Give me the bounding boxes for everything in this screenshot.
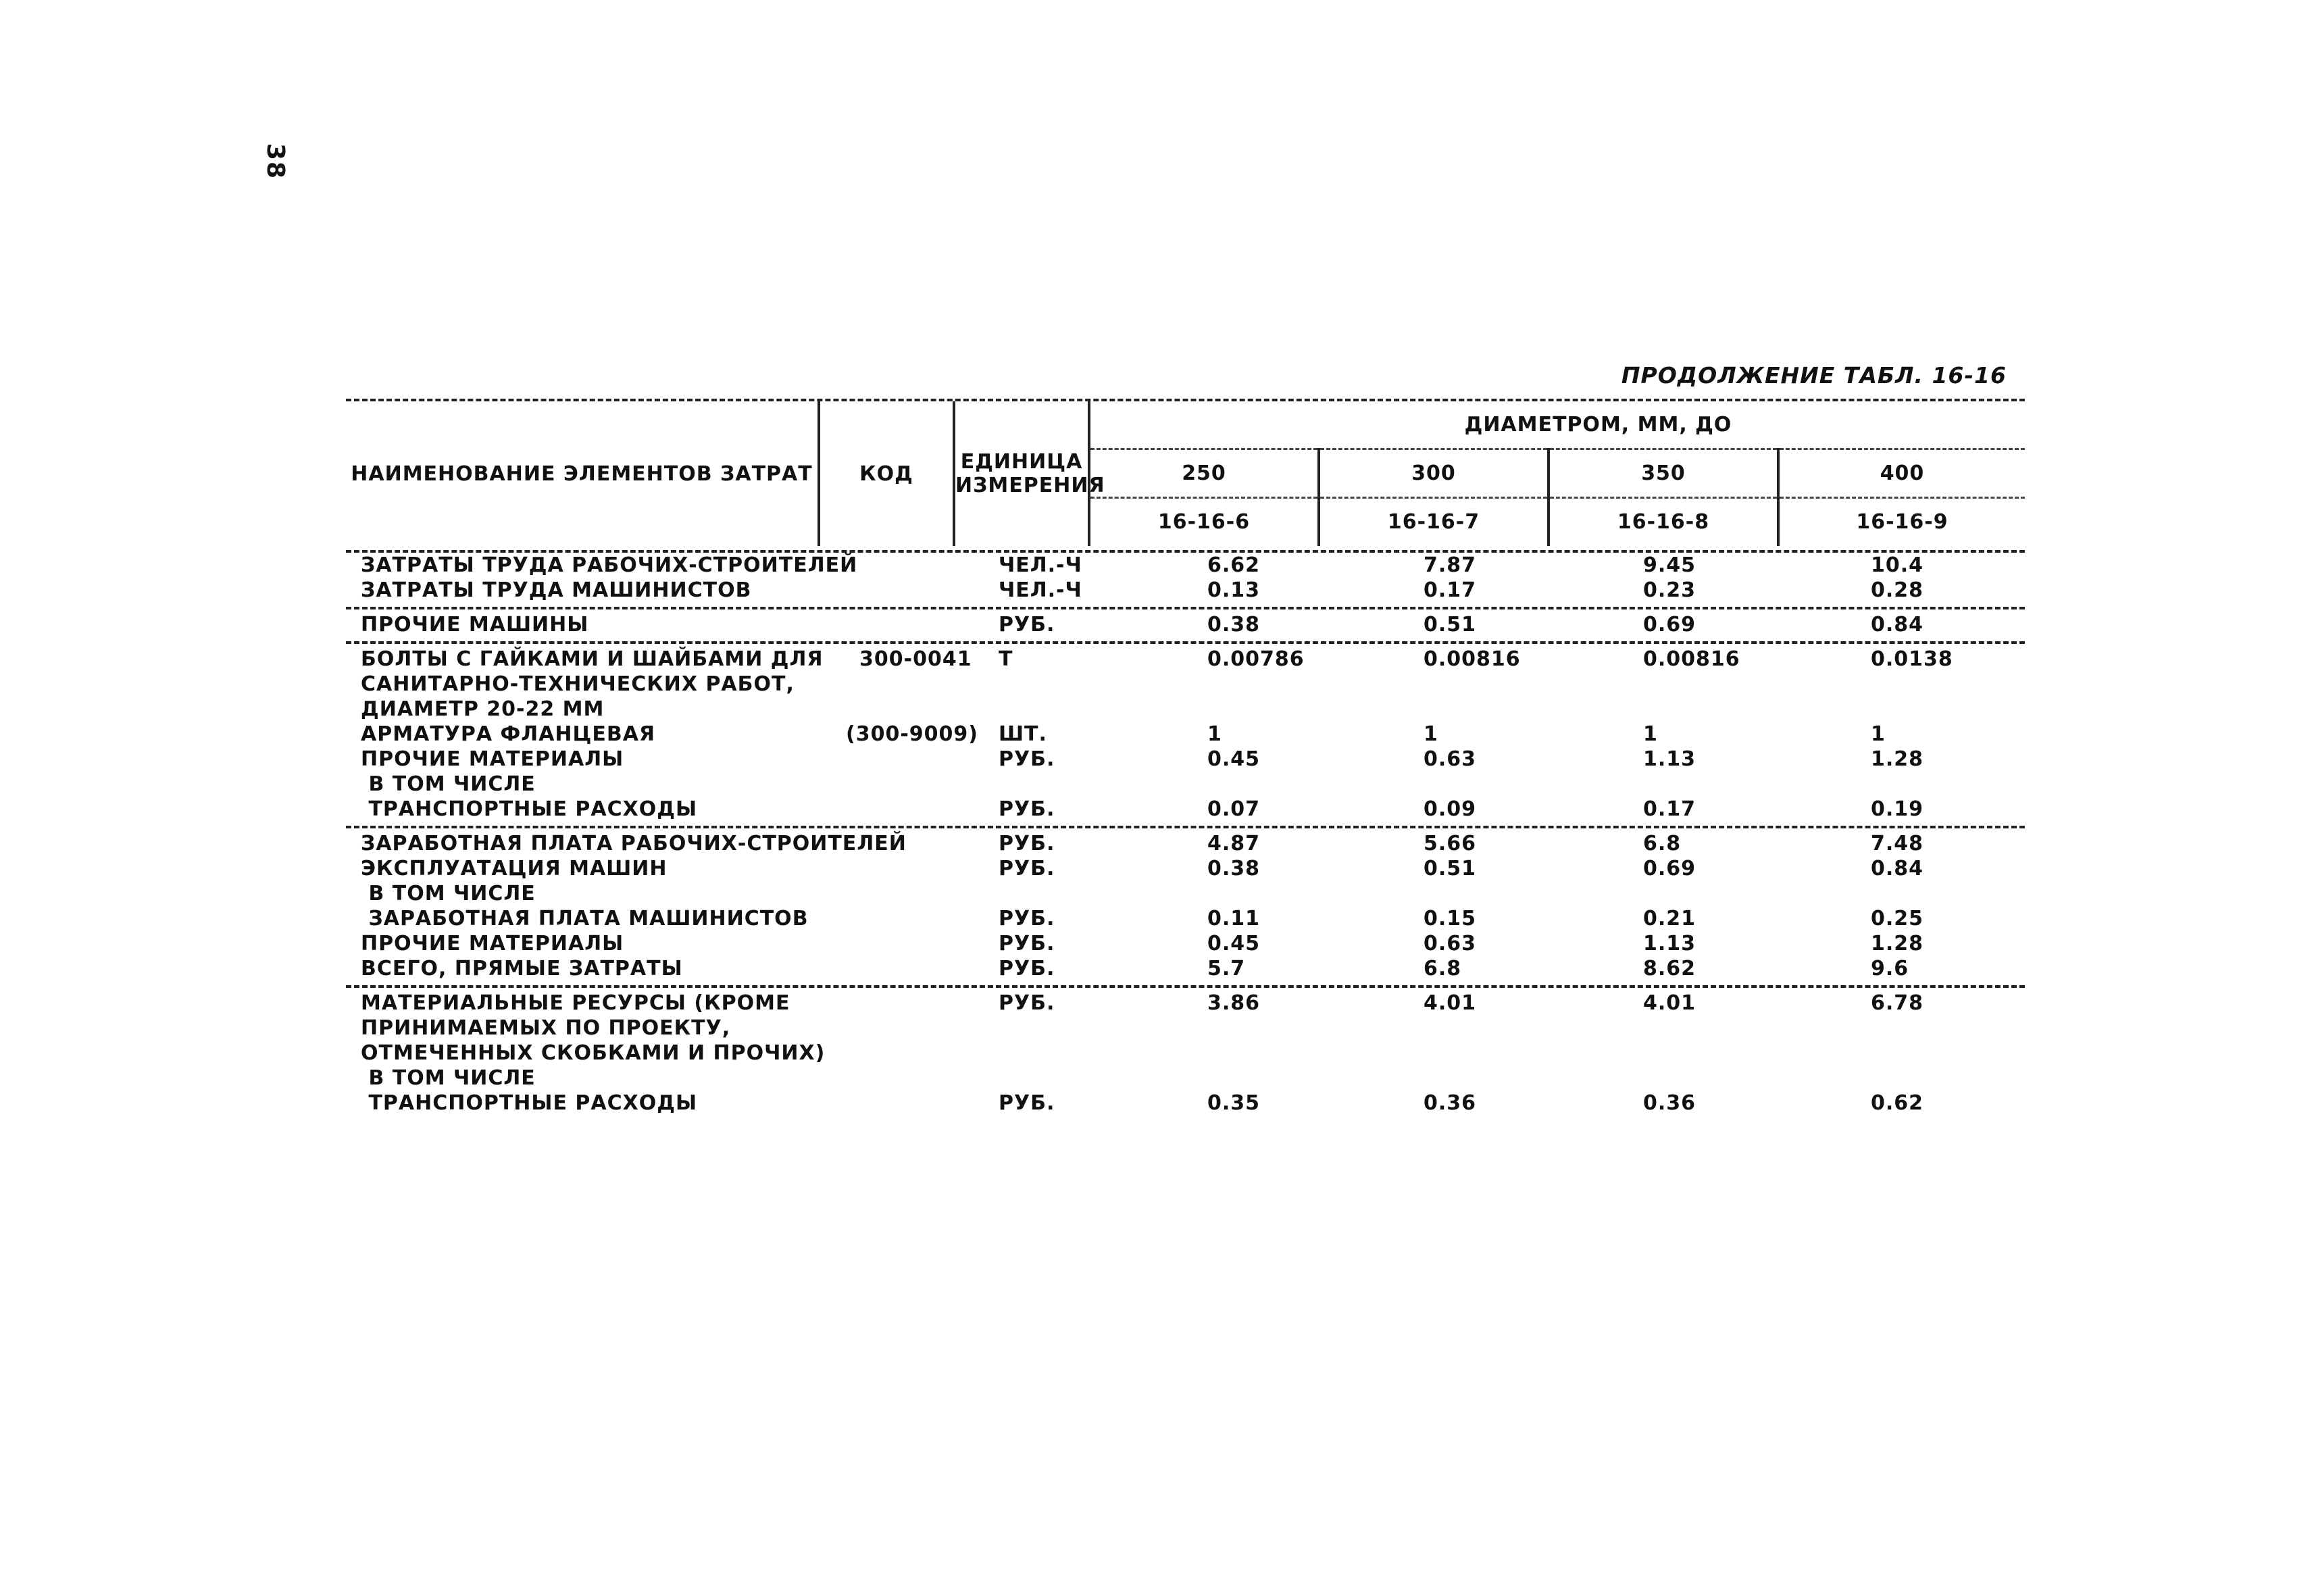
header-unit-line1: ЕДИНИЦА	[960, 450, 1083, 474]
table-row	[346, 831, 2025, 856]
row-value-350: 0.00816	[1643, 647, 1740, 671]
row-value-350: 0.69	[1643, 857, 1696, 880]
row-value-250: 3.86	[1207, 991, 1261, 1015]
row-name: БОЛТЫ С ГАЙКАМИ И ШАЙБАМИ ДЛЯ	[361, 647, 824, 671]
row-name: В ТОМ ЧИСЛЕ	[361, 1066, 536, 1090]
row-name: ЗАРАБОТНАЯ ПЛАТА РАБОЧИХ-СТРОИТЕЛЕЙ	[361, 832, 907, 855]
dashed-rule	[346, 607, 2025, 609]
separator-cell	[346, 822, 2025, 831]
table-row	[346, 991, 2025, 1016]
row-value-250: 4.87	[1207, 832, 1261, 855]
row-unit	[995, 672, 1106, 697]
row-name: ТРАНСПОРТНЫЕ РАСХОДЫ	[361, 1091, 698, 1115]
table-row	[346, 906, 2025, 931]
group-separator	[346, 603, 2025, 612]
row-value-400: 7.48	[1871, 832, 1924, 855]
row-code	[846, 612, 995, 637]
row-value-400: 0.0138	[1871, 647, 1953, 671]
row-value-400: 9.6	[1871, 957, 1909, 980]
row-code	[846, 553, 995, 578]
row-value-400: 1	[1871, 722, 1886, 746]
row-value-400	[1795, 1066, 2025, 1091]
header-diameter-350: 350	[1549, 449, 1778, 497]
table-row	[346, 672, 2025, 697]
row-unit: РУБ.	[999, 991, 1055, 1015]
row-value-350: 0.21	[1643, 907, 1696, 930]
row-value-400: 10.4	[1871, 553, 1924, 577]
row-value-400: 1.28	[1871, 932, 1924, 955]
table-row	[346, 697, 2025, 722]
table-row	[346, 772, 2025, 797]
row-unit: РУБ.	[999, 613, 1055, 637]
row-value-350	[1565, 672, 1795, 697]
table-row	[346, 797, 2025, 822]
row-value-300: 5.66	[1424, 832, 1477, 855]
row-value-300	[1336, 881, 1565, 906]
group-separator	[346, 1116, 2025, 1125]
row-unit	[995, 1016, 1106, 1041]
row-name: ПРОЧИЕ МАТЕРИАЛЫ	[361, 747, 624, 771]
row-value-250: 0.45	[1207, 932, 1261, 955]
row-value-250	[1106, 772, 1336, 797]
row-value-250: 1	[1207, 722, 1222, 746]
row-value-250	[1106, 1016, 1336, 1041]
dashed-rule	[346, 826, 2025, 828]
row-name: В ТОМ ЧИСЛЕ	[361, 882, 536, 905]
row-code	[846, 1016, 995, 1041]
header-code-16-16-7: 16-16-7	[1319, 497, 1549, 546]
row-value-400: 0.28	[1871, 578, 1924, 602]
row-value-250: 0.38	[1207, 613, 1261, 637]
row-value-250	[1106, 672, 1336, 697]
header-code-16-16-6: 16-16-6	[1089, 497, 1319, 546]
header-unit-column	[954, 401, 1105, 546]
row-value-400	[1795, 772, 2025, 797]
row-value-300: 0.63	[1424, 747, 1477, 771]
table-row	[346, 931, 2025, 956]
row-value-400: 0.84	[1871, 857, 1924, 880]
row-unit: ЧЕЛ.-Ч	[999, 553, 1082, 577]
page-number: 38	[261, 143, 289, 180]
row-code	[846, 797, 995, 822]
row-name: ТРАНСПОРТНЫЕ РАСХОДЫ	[361, 797, 698, 821]
row-value-300: 0.63	[1424, 932, 1477, 955]
separator-cell	[346, 637, 2025, 647]
row-value-300: 0.00816	[1424, 647, 1521, 671]
row-value-350	[1565, 1016, 1795, 1041]
row-unit: РУБ.	[999, 832, 1055, 855]
row-unit: РУБ.	[999, 857, 1055, 880]
row-value-250	[1106, 1041, 1336, 1066]
header-diameter-400: 400	[1778, 449, 2025, 497]
row-value-350: 0.23	[1643, 578, 1696, 602]
row-value-400	[1795, 1016, 2025, 1041]
row-value-400: 0.84	[1871, 613, 1924, 637]
row-value-350	[1565, 1041, 1795, 1066]
row-value-400	[1795, 672, 2025, 697]
row-unit: РУБ.	[999, 907, 1055, 930]
header-code-16-16-8: 16-16-8	[1549, 497, 1778, 546]
row-value-350: 8.62	[1643, 957, 1696, 980]
row-value-300	[1336, 772, 1565, 797]
row-code	[846, 1066, 995, 1091]
row-value-250: 6.62	[1207, 553, 1261, 577]
row-value-300: 0.09	[1424, 797, 1477, 821]
row-name: ПРИНИМАЕМЫХ ПО ПРОЕКТУ,	[361, 1016, 731, 1040]
group-separator	[346, 981, 2025, 991]
row-code: 300-0041	[859, 647, 972, 671]
row-unit: РУБ.	[999, 957, 1055, 980]
table-row	[346, 1066, 2025, 1091]
row-name: ПРОЧИЕ МАТЕРИАЛЫ	[361, 932, 624, 955]
row-code	[846, 856, 995, 881]
row-value-300: 0.15	[1424, 907, 1477, 930]
row-name: В ТОМ ЧИСЛЕ	[361, 772, 536, 796]
table-row	[346, 578, 2025, 603]
table-body	[346, 553, 2025, 1125]
row-code	[846, 747, 995, 772]
row-name: ОТМЕЧЕННЫХ СКОБКАМИ И ПРОЧИХ)	[361, 1041, 826, 1065]
row-name: ВСЕГО, ПРЯМЫЕ ЗАТРАТЫ	[361, 957, 683, 980]
row-value-350: 0.17	[1643, 797, 1696, 821]
row-code	[846, 906, 995, 931]
table-row	[346, 747, 2025, 772]
row-value-250: 0.45	[1207, 747, 1261, 771]
row-value-300: 1	[1424, 722, 1438, 746]
row-value-400	[1795, 881, 2025, 906]
row-name: ЗАТРАТЫ ТРУДА РАБОЧИХ-СТРОИТЕЛЕЙ	[361, 553, 858, 577]
row-value-350: 1	[1643, 722, 1658, 746]
row-value-400: 0.62	[1871, 1091, 1924, 1115]
header-diameter-group: ДИАМЕТРОМ, ММ, ДО	[1089, 401, 2025, 449]
row-value-300	[1336, 1041, 1565, 1066]
table-row	[346, 647, 2025, 672]
row-value-250: 0.07	[1207, 797, 1261, 821]
row-value-300: 0.17	[1424, 578, 1477, 602]
row-value-350: 6.8	[1643, 832, 1682, 855]
row-value-250	[1106, 881, 1336, 906]
row-unit: Т	[999, 647, 1013, 671]
table-caption: ПРОДОЛЖЕНИЕ ТАБЛ. 16-16	[1621, 362, 2007, 389]
header-diameter-300: 300	[1319, 449, 1549, 497]
row-value-350: 0.36	[1643, 1091, 1696, 1115]
row-value-300: 0.36	[1424, 1091, 1477, 1115]
header-name-column: НАИМЕНОВАНИЕ ЭЛЕМЕНТОВ ЗАТРАТ	[351, 462, 813, 486]
row-unit	[995, 881, 1106, 906]
header-unit-line2: ИЗМЕРЕНИЯ	[955, 474, 1105, 497]
row-name: ЗАРАБОТНАЯ ПЛАТА МАШИНИСТОВ	[361, 907, 809, 930]
row-code	[846, 1091, 995, 1116]
row-name: ДИАМЕТР 20-22 ММ	[361, 697, 605, 721]
row-value-250: 5.7	[1207, 957, 1246, 980]
row-value-400: 0.19	[1871, 797, 1924, 821]
row-value-350	[1565, 881, 1795, 906]
row-value-250: 0.13	[1207, 578, 1261, 602]
row-code	[846, 697, 995, 722]
row-code	[846, 956, 995, 981]
row-name: САНИТАРНО-ТЕХНИЧЕСКИХ РАБОТ,	[361, 672, 795, 696]
row-code	[846, 772, 995, 797]
row-code	[846, 1041, 995, 1066]
row-value-300: 0.51	[1424, 613, 1477, 637]
separator-cell	[346, 1116, 2025, 1125]
row-value-300	[1336, 1016, 1565, 1041]
dashed-rule	[346, 641, 2025, 644]
row-unit: РУБ.	[999, 1091, 1055, 1115]
table-row	[346, 881, 2025, 906]
row-code	[846, 931, 995, 956]
row-code: (300-9009)	[846, 722, 978, 746]
row-value-250: 0.11	[1207, 907, 1261, 930]
row-value-350	[1565, 1066, 1795, 1091]
row-code	[846, 991, 995, 1016]
row-name: ЭКСПЛУАТАЦИЯ МАШИН	[361, 857, 668, 880]
row-value-350: 0.69	[1643, 613, 1696, 637]
row-unit: РУБ.	[999, 747, 1055, 771]
row-unit: РУБ.	[999, 797, 1055, 821]
row-value-250	[1106, 697, 1336, 722]
row-value-300	[1336, 697, 1565, 722]
row-name: ПРОЧИЕ МАШИНЫ	[361, 613, 589, 637]
row-value-400: 6.78	[1871, 991, 1924, 1015]
row-value-300: 4.01	[1424, 991, 1477, 1015]
row-code	[846, 881, 995, 906]
row-value-250: 0.38	[1207, 857, 1261, 880]
row-name: АРМАТУРА ФЛАНЦЕВАЯ	[361, 722, 656, 746]
table-row	[346, 722, 2025, 747]
row-value-350: 1.13	[1643, 747, 1696, 771]
table-row	[346, 1016, 2025, 1041]
table-row	[346, 956, 2025, 981]
group-separator	[346, 822, 2025, 831]
row-value-300	[1336, 1066, 1565, 1091]
row-unit	[995, 697, 1106, 722]
row-value-300	[1336, 672, 1565, 697]
table-row	[346, 1091, 2025, 1116]
row-code	[846, 672, 995, 697]
table-row	[346, 1041, 2025, 1066]
row-value-250: 0.00786	[1207, 647, 1305, 671]
row-unit	[995, 1041, 1106, 1066]
row-unit	[995, 1066, 1106, 1091]
row-value-350: 4.01	[1643, 991, 1696, 1015]
row-value-400: 0.25	[1871, 907, 1924, 930]
separator-cell	[346, 981, 2025, 991]
row-value-250	[1106, 1066, 1336, 1091]
row-unit: ЧЕЛ.-Ч	[999, 578, 1082, 602]
table-row	[346, 856, 2025, 881]
table-header	[346, 401, 2025, 546]
row-value-400	[1795, 697, 2025, 722]
row-name: МАТЕРИАЛЬНЫЕ РЕСУРСЫ (КРОМЕ	[361, 991, 790, 1015]
row-value-400: 1.28	[1871, 747, 1924, 771]
dashed-rule	[346, 985, 2025, 988]
row-code	[846, 578, 995, 603]
table-row	[346, 612, 2025, 637]
row-unit: РУБ.	[999, 932, 1055, 955]
separator-cell	[346, 603, 2025, 612]
row-value-300: 0.51	[1424, 857, 1477, 880]
row-unit: ШТ.	[999, 722, 1047, 746]
header-diameter-250: 250	[1089, 449, 1319, 497]
row-name: ЗАТРАТЫ ТРУДА МАШИНИСТОВ	[361, 578, 752, 602]
row-value-300: 6.8	[1424, 957, 1462, 980]
group-separator	[346, 637, 2025, 647]
row-value-350: 1.13	[1643, 932, 1696, 955]
row-value-350: 9.45	[1643, 553, 1696, 577]
cost-table	[346, 399, 2025, 1125]
table-row	[346, 553, 2025, 578]
row-value-350	[1565, 697, 1795, 722]
row-value-250: 0.35	[1207, 1091, 1261, 1115]
row-value-400	[1795, 1041, 2025, 1066]
row-value-300: 7.87	[1424, 553, 1477, 577]
header-code-16-16-9: 16-16-9	[1778, 497, 2025, 546]
header-code-column: КОД	[819, 401, 954, 546]
row-value-350	[1565, 772, 1795, 797]
row-unit	[995, 772, 1106, 797]
